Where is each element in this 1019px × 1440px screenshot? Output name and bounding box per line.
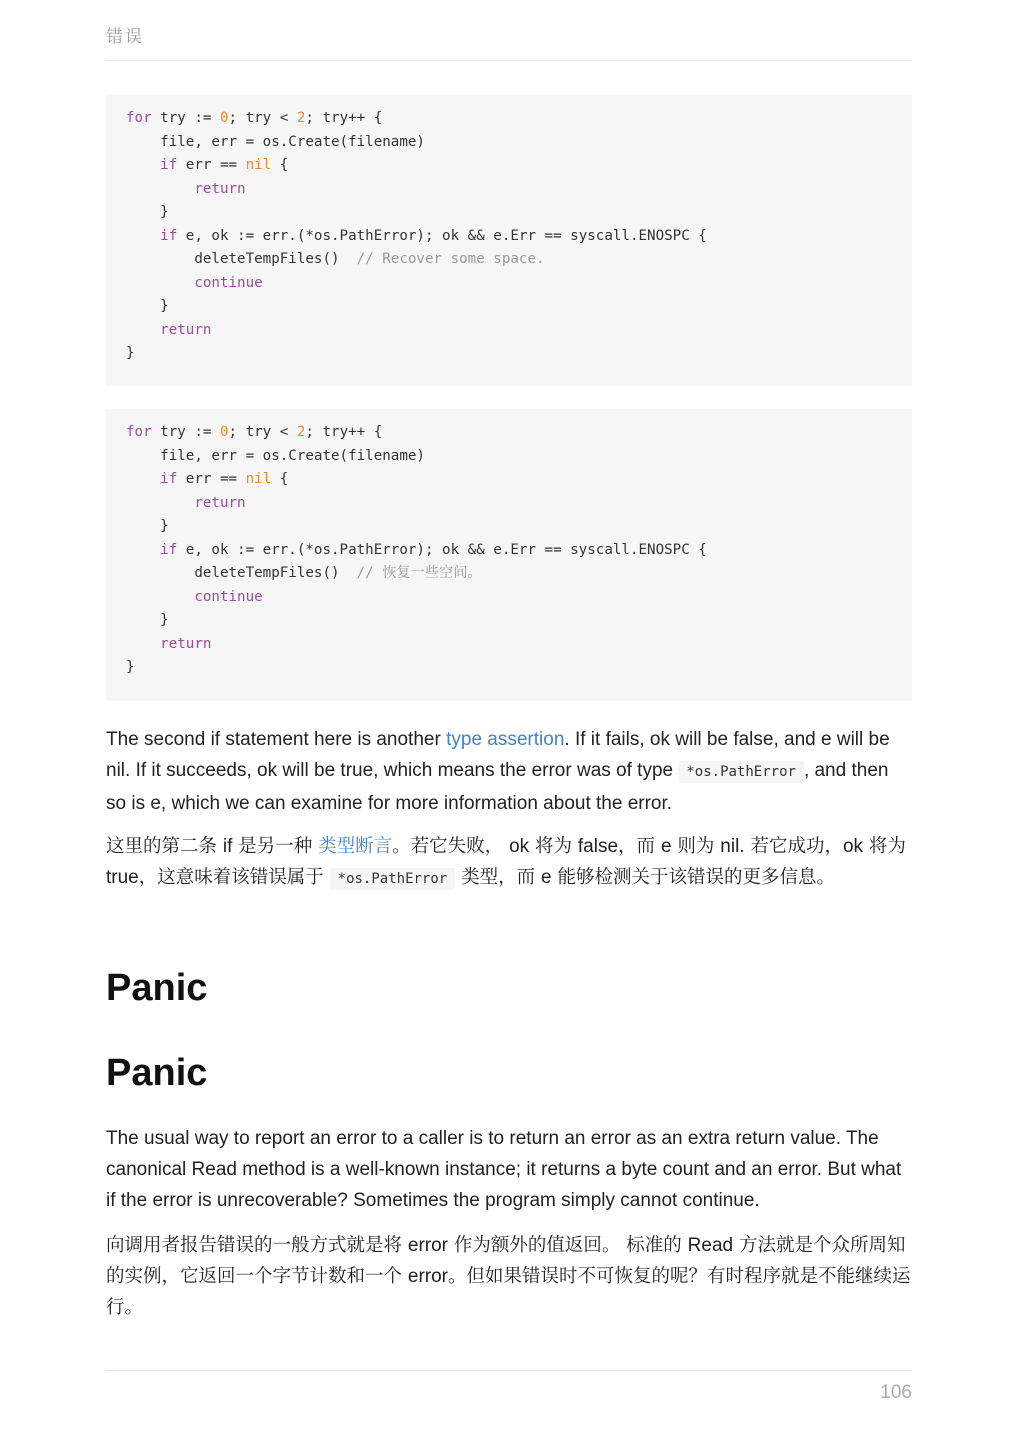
text-run: 将为 (863, 836, 906, 857)
code-token (126, 542, 160, 558)
text-run: false (577, 836, 619, 857)
code-token: 2 (296, 424, 306, 440)
text-run: e (660, 836, 672, 857)
text-run: 。若它失败， (392, 836, 510, 857)
text-run: 若它成功， (744, 836, 843, 857)
code-line (126, 586, 892, 610)
text-run: 则为 (671, 836, 721, 857)
code-token: } (126, 298, 169, 314)
code-line (126, 468, 892, 492)
text-run: 将为 (529, 836, 578, 857)
text-run: 这里的第二条 (106, 836, 223, 857)
footer-divider (106, 1370, 912, 1371)
code-line (126, 539, 892, 563)
code-token: ; try < (228, 110, 297, 126)
code-token: ; try++ { (305, 424, 383, 440)
text-run: ，这意味着该错误属于 (138, 867, 330, 888)
code-token (126, 228, 160, 244)
code-comment: // Recover some space. (356, 251, 545, 267)
text-run: true (106, 867, 139, 888)
text-run: . If it fails, ok will be false, and e will be nil. If it succeeds, ok will be true, which means the error was of type (106, 729, 890, 781)
text-run: Read (687, 1235, 734, 1256)
code-token (126, 157, 160, 173)
text-run: error (407, 1266, 449, 1287)
text-run: nil. (720, 836, 745, 857)
inline-code-os-patherror-zh: *os.PathError (330, 868, 456, 890)
code-line (126, 225, 892, 249)
paragraph-panic-en: The usual way to report an error to a caller is to return an error as an extra return value. The canonical Read method is a well-known instance; it returns a byte count and an error. But what if the error is unrecoverable? Sometimes the program simply cannot continue. (106, 1128, 902, 1211)
code-token: err == (177, 157, 246, 173)
code-token: e, ok := err.(*os.PathError); ok && e.Err == syscall.ENOSPC { (177, 541, 707, 558)
code-token: continue (194, 588, 263, 605)
text-run: 是另一种 (232, 836, 319, 857)
code-token: return (160, 321, 212, 338)
code-token: 0 (219, 424, 229, 440)
code-line (126, 107, 892, 131)
code-token: return (194, 494, 246, 511)
code-token: 0 (219, 110, 229, 126)
section-heading-panic: Panic (106, 967, 208, 1009)
paragraph-type-assertion-en (106, 724, 912, 819)
text-run: 类型，而 (455, 867, 541, 888)
code-line (126, 131, 892, 155)
type-assertion-link[interactable]: type assertion (446, 729, 565, 750)
code-token: err == (177, 471, 246, 487)
code-token (126, 589, 194, 605)
paragraph-panic-zh (106, 1230, 912, 1323)
code-line (126, 445, 892, 469)
code-token: for (126, 110, 152, 126)
code-line (126, 178, 892, 202)
code-token: try := (151, 424, 220, 440)
text-run: error (407, 1235, 449, 1256)
code-line (126, 248, 892, 272)
code-line (126, 319, 892, 343)
code-token: } (126, 204, 169, 220)
text-run: if (222, 836, 233, 857)
code-token: { (271, 471, 289, 487)
code-token (126, 322, 160, 338)
text-run: e (540, 867, 552, 888)
text-run: 方法就是个众所周知的实例，它返回一个字节计数和一个 (106, 1235, 906, 1287)
text-run: The second if statement here is another (106, 729, 447, 750)
code-token: { (271, 157, 289, 173)
code-line (126, 272, 892, 296)
code-block-chinese-comment (106, 409, 912, 701)
code-token: return (160, 635, 212, 652)
code-line (126, 492, 892, 516)
code-token: deleteTempFiles() (126, 251, 357, 267)
text-run: ok (842, 836, 864, 857)
code-token: ; try++ { (305, 110, 383, 126)
code-line (126, 421, 892, 445)
code-token: try := (151, 110, 220, 126)
code-token: if (160, 471, 178, 487)
code-token: 2 (296, 110, 306, 126)
code-token (126, 636, 160, 652)
code-token: file, err = os.Create(filename) (126, 133, 425, 150)
code-token: if (160, 227, 178, 244)
code-token: nil (245, 157, 272, 173)
running-header: 错误 (106, 27, 144, 47)
text-run: 作为额外的值返回。 标准的 (448, 1235, 688, 1256)
header-divider (106, 60, 912, 61)
code-token: deleteTempFiles() (126, 565, 357, 581)
code-token: e, ok := err.(*os.PathError); ok && e.Err == syscall.ENOSPC { (177, 227, 707, 244)
code-line (126, 633, 892, 657)
code-token (126, 471, 160, 487)
code-token: } (126, 612, 169, 628)
code-block-english-comment (106, 95, 912, 386)
code-token: if (160, 541, 178, 558)
code-token: } (126, 659, 135, 675)
code-line (126, 656, 892, 680)
text-run: ，而 (618, 836, 661, 857)
text-run: , and then so is e, which we can examine for more information about the error. (106, 760, 889, 814)
code-comment: // 恢复一些空间。 (356, 565, 482, 581)
code-line (126, 342, 892, 366)
code-line (126, 295, 892, 319)
text-run: 能够检测关于该错误的更多信息。 (551, 867, 835, 888)
code-line (126, 609, 892, 633)
paragraph-type-assertion-zh (106, 831, 912, 895)
code-line (126, 515, 892, 539)
code-token: } (126, 345, 135, 361)
code-token (126, 495, 194, 511)
code-token: if (160, 157, 178, 173)
code-token: for (126, 424, 152, 440)
text-run: 向调用者报告错误的一般方式就是将 (106, 1235, 408, 1256)
text-run: ok (509, 836, 530, 857)
code-token: continue (194, 274, 263, 291)
code-token: } (126, 518, 169, 534)
inline-code-os-patherror: *os.PathError (678, 761, 804, 783)
code-line (126, 562, 892, 586)
code-token: ; try < (228, 424, 297, 440)
code-line (126, 201, 892, 225)
code-line (126, 154, 892, 178)
type-assertion-link-zh[interactable]: 类型断言 (318, 836, 393, 857)
section-heading-panic-zh: Panic (106, 1052, 208, 1094)
code-token (126, 181, 194, 197)
code-token: file, err = os.Create(filename) (126, 447, 425, 464)
code-token (126, 275, 194, 291)
page-number: 106 (880, 1382, 912, 1403)
code-token: return (194, 180, 246, 197)
text-run: 。但如果错误时不可恢复的呢？有时程序就是不能继续运行。 (106, 1266, 911, 1318)
code-token: nil (245, 471, 272, 487)
